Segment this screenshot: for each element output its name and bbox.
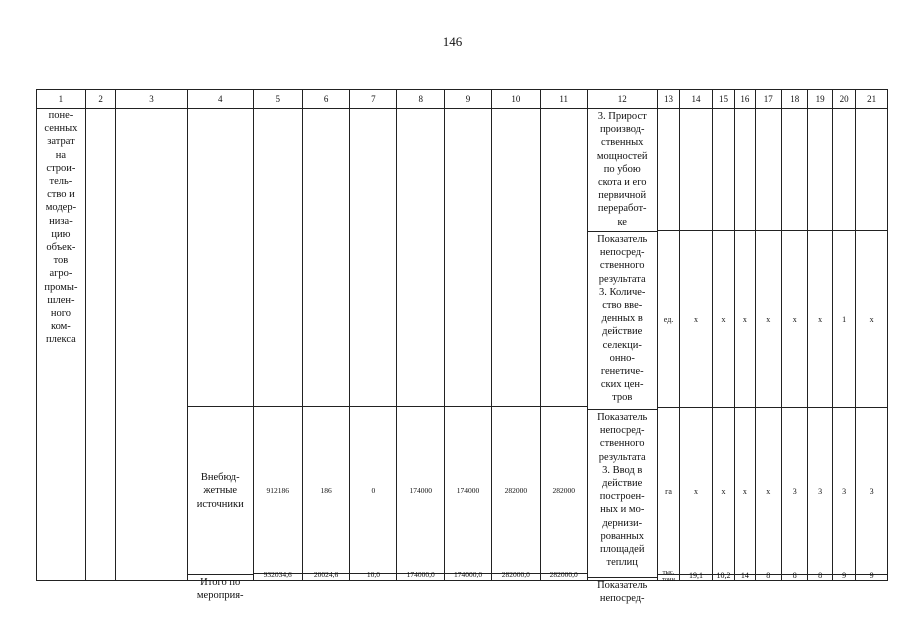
text-line: дернизи- bbox=[602, 517, 643, 529]
target-number: 8 bbox=[792, 571, 797, 580]
empty-cell bbox=[85, 109, 116, 581]
amount-value bbox=[303, 570, 350, 579]
target-number: x bbox=[818, 314, 823, 324]
target-value bbox=[680, 571, 712, 580]
text-line: ного bbox=[50, 308, 72, 320]
amount-number: 282000,0 bbox=[501, 570, 530, 579]
target-number: x bbox=[869, 314, 874, 324]
text-line: ство вве- bbox=[602, 300, 643, 312]
target-cell bbox=[735, 109, 755, 581]
target-value bbox=[808, 230, 831, 407]
target-number bbox=[833, 109, 855, 230]
column-header: 17 bbox=[755, 90, 781, 109]
target-number: 8 bbox=[818, 571, 823, 580]
target-cell bbox=[808, 109, 832, 581]
amount-value bbox=[445, 570, 491, 579]
target-value bbox=[808, 571, 831, 580]
text-line: плекса bbox=[46, 334, 76, 346]
target-number: 19,1 bbox=[689, 571, 704, 580]
target-value bbox=[833, 571, 855, 580]
column-header: 19 bbox=[808, 90, 832, 109]
target-cell bbox=[856, 109, 888, 581]
text-line: строи- bbox=[46, 162, 76, 174]
unit-value bbox=[658, 109, 679, 230]
column-header: 6 bbox=[302, 90, 350, 109]
target-number: x bbox=[721, 314, 726, 324]
target-value bbox=[833, 407, 855, 580]
column-header: 7 bbox=[350, 90, 397, 109]
target-number bbox=[808, 109, 831, 230]
target-number: x bbox=[792, 314, 797, 324]
empty-area bbox=[188, 109, 253, 406]
column-header: 13 bbox=[657, 90, 679, 109]
target-value bbox=[756, 407, 781, 580]
target-cell bbox=[832, 109, 855, 581]
text-line: первичной bbox=[598, 190, 647, 202]
target-value bbox=[756, 109, 781, 230]
target-value bbox=[782, 407, 807, 580]
text-line: промы- bbox=[44, 281, 78, 293]
target-number bbox=[782, 109, 807, 230]
text-line: генетиче- bbox=[600, 366, 644, 378]
target-value bbox=[782, 109, 807, 230]
column-header: 11 bbox=[540, 90, 587, 109]
amount-number: 912186 bbox=[266, 485, 289, 495]
unit-cell bbox=[657, 109, 679, 581]
text-line: 3. Ввод в bbox=[602, 464, 643, 476]
target-number: x bbox=[694, 486, 699, 496]
empty-area bbox=[541, 109, 587, 406]
target-value bbox=[713, 571, 734, 580]
amount-number: 282000 bbox=[552, 485, 575, 495]
text-line: мероприя- bbox=[196, 590, 244, 602]
text-line: агро- bbox=[49, 268, 73, 280]
amount-cell bbox=[253, 109, 302, 581]
amount-cell bbox=[540, 109, 587, 581]
unit-label bbox=[658, 109, 679, 230]
text-line: на bbox=[55, 149, 67, 161]
budget-table bbox=[36, 89, 888, 605]
target-number bbox=[735, 109, 754, 230]
amount-number: 20024,6 bbox=[313, 570, 339, 579]
text-line: ственных bbox=[601, 137, 644, 149]
indicator-text bbox=[588, 409, 657, 577]
target-number: x bbox=[742, 314, 747, 324]
indicator-text bbox=[588, 109, 657, 231]
target-number: 8 bbox=[766, 571, 771, 580]
text-line: жетные bbox=[203, 485, 238, 497]
target-value bbox=[856, 230, 887, 407]
amount-number: 932034,6 bbox=[263, 570, 292, 579]
text-line: мощностей bbox=[596, 150, 648, 162]
text-line: низа- bbox=[49, 215, 73, 227]
target-value bbox=[756, 571, 781, 580]
column-header: 9 bbox=[445, 90, 492, 109]
amount-cell bbox=[491, 109, 540, 581]
text-line: денных в bbox=[601, 313, 643, 325]
target-cell bbox=[712, 109, 734, 581]
amount-value bbox=[397, 570, 444, 579]
text-line: Показатель bbox=[597, 580, 648, 591]
column-header: 20 bbox=[832, 90, 855, 109]
empty-area bbox=[350, 109, 396, 406]
indicator-text bbox=[588, 577, 657, 605]
text-line: тель- bbox=[49, 176, 73, 188]
text-line: ских цен- bbox=[600, 379, 644, 391]
column-header: 10 bbox=[491, 90, 540, 109]
target-value bbox=[680, 109, 712, 230]
target-value bbox=[856, 109, 887, 230]
column-header: 15 bbox=[712, 90, 734, 109]
target-number: 10,2 bbox=[716, 571, 731, 580]
target-number: 9 bbox=[842, 571, 847, 580]
target-value bbox=[833, 230, 855, 407]
text-line: объек- bbox=[46, 242, 76, 254]
amount-value bbox=[350, 570, 396, 579]
amount-value bbox=[541, 570, 587, 579]
target-value bbox=[833, 109, 855, 230]
funding-source bbox=[188, 574, 253, 602]
target-number bbox=[680, 109, 712, 230]
text-line: ственного bbox=[599, 438, 645, 450]
text-line: шлен- bbox=[47, 294, 75, 306]
header-row bbox=[37, 90, 888, 109]
empty-area bbox=[445, 109, 491, 406]
column-header: 18 bbox=[781, 90, 807, 109]
target-number: x bbox=[742, 486, 747, 496]
text-line: онно- bbox=[609, 352, 635, 364]
empty-cell bbox=[116, 109, 187, 581]
target-value bbox=[782, 230, 807, 407]
target-number: 14 bbox=[740, 571, 749, 580]
text-line: 3. Прирост bbox=[597, 111, 647, 122]
text-line: переработ- bbox=[597, 203, 647, 215]
amount-number: 282000,0 bbox=[549, 570, 578, 579]
text-line: цию bbox=[51, 228, 71, 240]
target-value bbox=[735, 230, 754, 407]
empty-area bbox=[492, 109, 540, 406]
measure-name-text bbox=[37, 109, 85, 347]
text-line: тов bbox=[53, 255, 69, 267]
funding-source-cell bbox=[187, 109, 253, 602]
text-line: непосред- bbox=[599, 425, 645, 437]
indicator-text bbox=[588, 231, 657, 409]
amount-value bbox=[492, 570, 540, 579]
target-number: 3 bbox=[792, 486, 797, 496]
column-header: 21 bbox=[856, 90, 888, 109]
empty-area bbox=[303, 109, 350, 406]
target-number bbox=[856, 109, 887, 230]
amount-number: 282000 bbox=[504, 485, 528, 495]
text-line: Показатель bbox=[597, 234, 648, 245]
target-value bbox=[808, 407, 831, 580]
column-header: 3 bbox=[116, 90, 187, 109]
target-number: x bbox=[766, 486, 771, 496]
target-value bbox=[756, 230, 781, 407]
text-line: непосред- bbox=[599, 247, 645, 259]
text-line: скота и его bbox=[597, 177, 647, 189]
target-number: 9 bbox=[869, 571, 874, 580]
column-header: 14 bbox=[680, 90, 713, 109]
amount-number: 174000 bbox=[409, 485, 432, 495]
page-number: 146 bbox=[442, 34, 463, 49]
column-header: 12 bbox=[587, 90, 657, 109]
text-line: непосред- bbox=[599, 593, 645, 605]
amount-cell bbox=[302, 109, 350, 581]
target-number: 3 bbox=[869, 486, 874, 496]
text-line: площадей bbox=[599, 544, 645, 556]
target-number: x bbox=[721, 486, 726, 496]
text-line: ке bbox=[617, 216, 627, 228]
text-line: действие bbox=[602, 478, 643, 490]
amount-number: 10,0 bbox=[366, 570, 380, 579]
unit-label: тыс. тонн bbox=[662, 568, 676, 583]
text-line: сенных bbox=[44, 123, 78, 135]
target-number: 3 bbox=[818, 486, 823, 496]
funding-source bbox=[188, 406, 253, 574]
text-line: селекци- bbox=[602, 339, 642, 351]
column-header: 1 bbox=[37, 90, 86, 109]
measure-name-cell bbox=[37, 109, 86, 581]
column-header: 16 bbox=[735, 90, 755, 109]
text-line: ство и bbox=[47, 189, 75, 201]
target-cell bbox=[781, 109, 807, 581]
target-value bbox=[808, 109, 831, 230]
text-line: производ- bbox=[599, 124, 645, 136]
text-line: тров bbox=[612, 392, 633, 404]
target-value bbox=[735, 571, 754, 580]
target-value bbox=[735, 109, 754, 230]
text-line: ком- bbox=[51, 321, 71, 333]
text-line: Итого по bbox=[200, 577, 241, 588]
target-cell bbox=[680, 109, 713, 581]
unit-value bbox=[658, 568, 679, 583]
column-header: 8 bbox=[397, 90, 445, 109]
amount-number: 174000 bbox=[456, 485, 480, 495]
column-header: 5 bbox=[253, 90, 302, 109]
target-number bbox=[756, 109, 781, 230]
unit-value bbox=[658, 230, 679, 407]
target-number: 3 bbox=[842, 486, 847, 496]
text-line: результата bbox=[598, 273, 646, 285]
amount-number: 0 bbox=[371, 485, 376, 495]
text-line: построен- bbox=[599, 491, 645, 503]
text-line: рованных bbox=[600, 530, 644, 542]
target-value bbox=[713, 109, 734, 230]
text-line: по убою bbox=[603, 163, 641, 175]
amount-cell bbox=[350, 109, 397, 581]
indicator-cell bbox=[587, 109, 657, 605]
target-value bbox=[856, 571, 887, 580]
text-line: ных и мо- bbox=[600, 504, 645, 516]
column-header: 2 bbox=[85, 90, 116, 109]
text-line: модер- bbox=[45, 202, 77, 214]
target-number: 1 bbox=[842, 314, 847, 324]
text-line: Показатель bbox=[597, 412, 648, 423]
target-number: x bbox=[766, 314, 771, 324]
text-line: затрат bbox=[47, 136, 75, 148]
text-line: 3. Количе- bbox=[599, 286, 646, 298]
amount-number: 174000,0 bbox=[453, 570, 483, 579]
amount-cell bbox=[445, 109, 492, 581]
amount-value bbox=[254, 570, 302, 579]
target-value bbox=[856, 407, 887, 580]
text-line: Внебюд- bbox=[200, 472, 240, 484]
unit-label: ед. bbox=[663, 314, 674, 324]
amount-cell bbox=[397, 109, 445, 581]
target-cell bbox=[755, 109, 781, 581]
target-value bbox=[680, 230, 712, 407]
target-value bbox=[782, 571, 807, 580]
empty-area bbox=[254, 109, 302, 406]
text-line: ственного bbox=[599, 260, 645, 272]
table-row bbox=[37, 109, 888, 581]
unit-label: га bbox=[665, 486, 672, 496]
target-value bbox=[713, 230, 734, 407]
text-line: теплиц bbox=[606, 557, 638, 569]
target-number: x bbox=[694, 314, 699, 324]
text-line: поне- bbox=[48, 110, 74, 121]
text-line: результата bbox=[598, 451, 646, 463]
text-line: источники bbox=[196, 498, 244, 510]
column-header: 4 bbox=[187, 90, 253, 109]
amount-number: 174000,0 bbox=[406, 570, 435, 579]
target-number bbox=[713, 109, 734, 230]
text-line: действие bbox=[602, 326, 643, 338]
amount-number: 186 bbox=[320, 485, 332, 495]
empty-area bbox=[397, 109, 444, 406]
